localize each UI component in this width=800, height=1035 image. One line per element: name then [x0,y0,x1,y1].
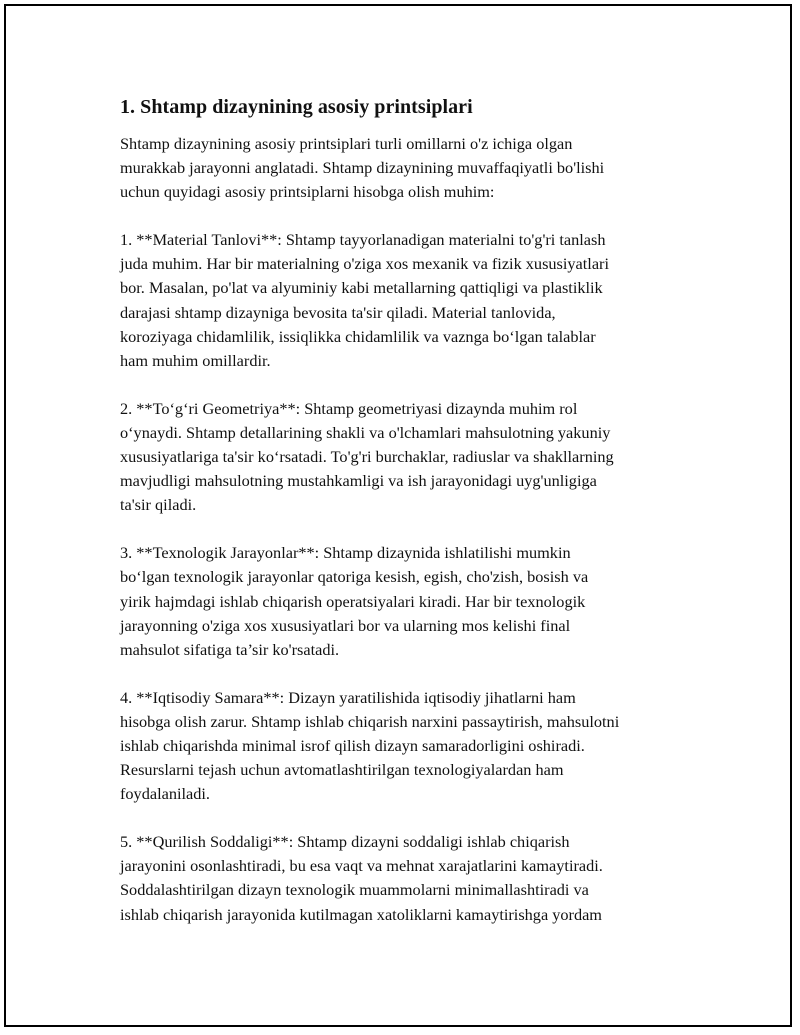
paragraph-iqtisodiy-samara: 4. **Iqtisodiy Samara**: Dizayn yaratilishida iqtisodiy jihatlarni ham hisobga olish zarur. Shtamp ishlab chiqarish narxini passaytirish, mahsulotni ishlab chiqarishda minimal isrof qilish dizayn samaradorligini oshiradi. Resurslarni tejash uchun avtomatlashtirilgan texnologiyalardan ham foydalaniladi. [120,687,620,804]
document-body [120,94,700,951]
intro-paragraph: Shtamp dizaynining asosiy printsiplari turli omillarni o'z ichiga olgan murakkab jarayonni anglatadi. Shtamp dizaynining muvaffaqiyatli bo'lishi uchun quyidagi asosiy printsiplarni hisobga olish muhim: [120,134,605,202]
paragraph-togri-geometriya: 2. **To‘g‘ri Geometriya**: Shtamp geometriyasi dizaynda muhim rol o‘ynaydi. Shtamp detallarining shakli va o'lchamlari mahsulotning yakuniy xususiyatlariga ta'sir ko‘rsatadi. To'g'ri burchaklar, radiuslar va shakllarning mavjudligi mahsulotning mustahkamligi va ish jarayonidagi uyg'unligiga ta'sir qiladi. [120,398,614,515]
paragraph-material-tanlovi: 1. **Material Tanlovi**: Shtamp tayyorlanadigan materialni to'g'ri tanlash juda muhim. Har bir materialning o'ziga xos mexanik va fizik xususiyatlari bor. Masalan, po'lat va alyuminiy kabi metallarning qattiqligi va plastiklik darajasi shtamp dizayniga bevosita ta'sir qiladi. Material tanlovida, koroziyaga chidamlilik, issiqlikka chidamlilik va vaznga bo‘lgan talablar ham muhim omillardir. [120,230,609,370]
paragraph-qurilish-soddaligi: 5. **Qurilish Soddaligi**: Shtamp dizayni soddaligi ishlab chiqarish jarayonini osonlashtiradi, bu esa vaqt va mehnat xarajatlarini kamaytiradi. Soddalashtirilgan dizayn texnologik muammolarni minimallashtiradi va ishlab chiqarish jarayonida kutilmagan xatoliklarni kamaytirishga yordam [120,832,603,924]
document-page [4,4,792,1027]
paragraph-texnologik-jarayonlar: 3. **Texnologik Jarayonlar**: Shtamp dizaynida ishlatilishi mumkin bo‘lgan texnologik jarayonlar qatoriga kesish, egish, cho'zish, bosish va yirik hajmdagi ishlab chiqarish operatsiyalari kiradi. Har bir texnologik jarayonning o'ziga xos xususiyatlari bor va ularning mos kelishi final mahsulot sifatiga ta’sir ko'rsatadi. [120,543,589,659]
section-heading: 1. Shtamp dizaynining asosiy printsiplari [120,96,473,118]
